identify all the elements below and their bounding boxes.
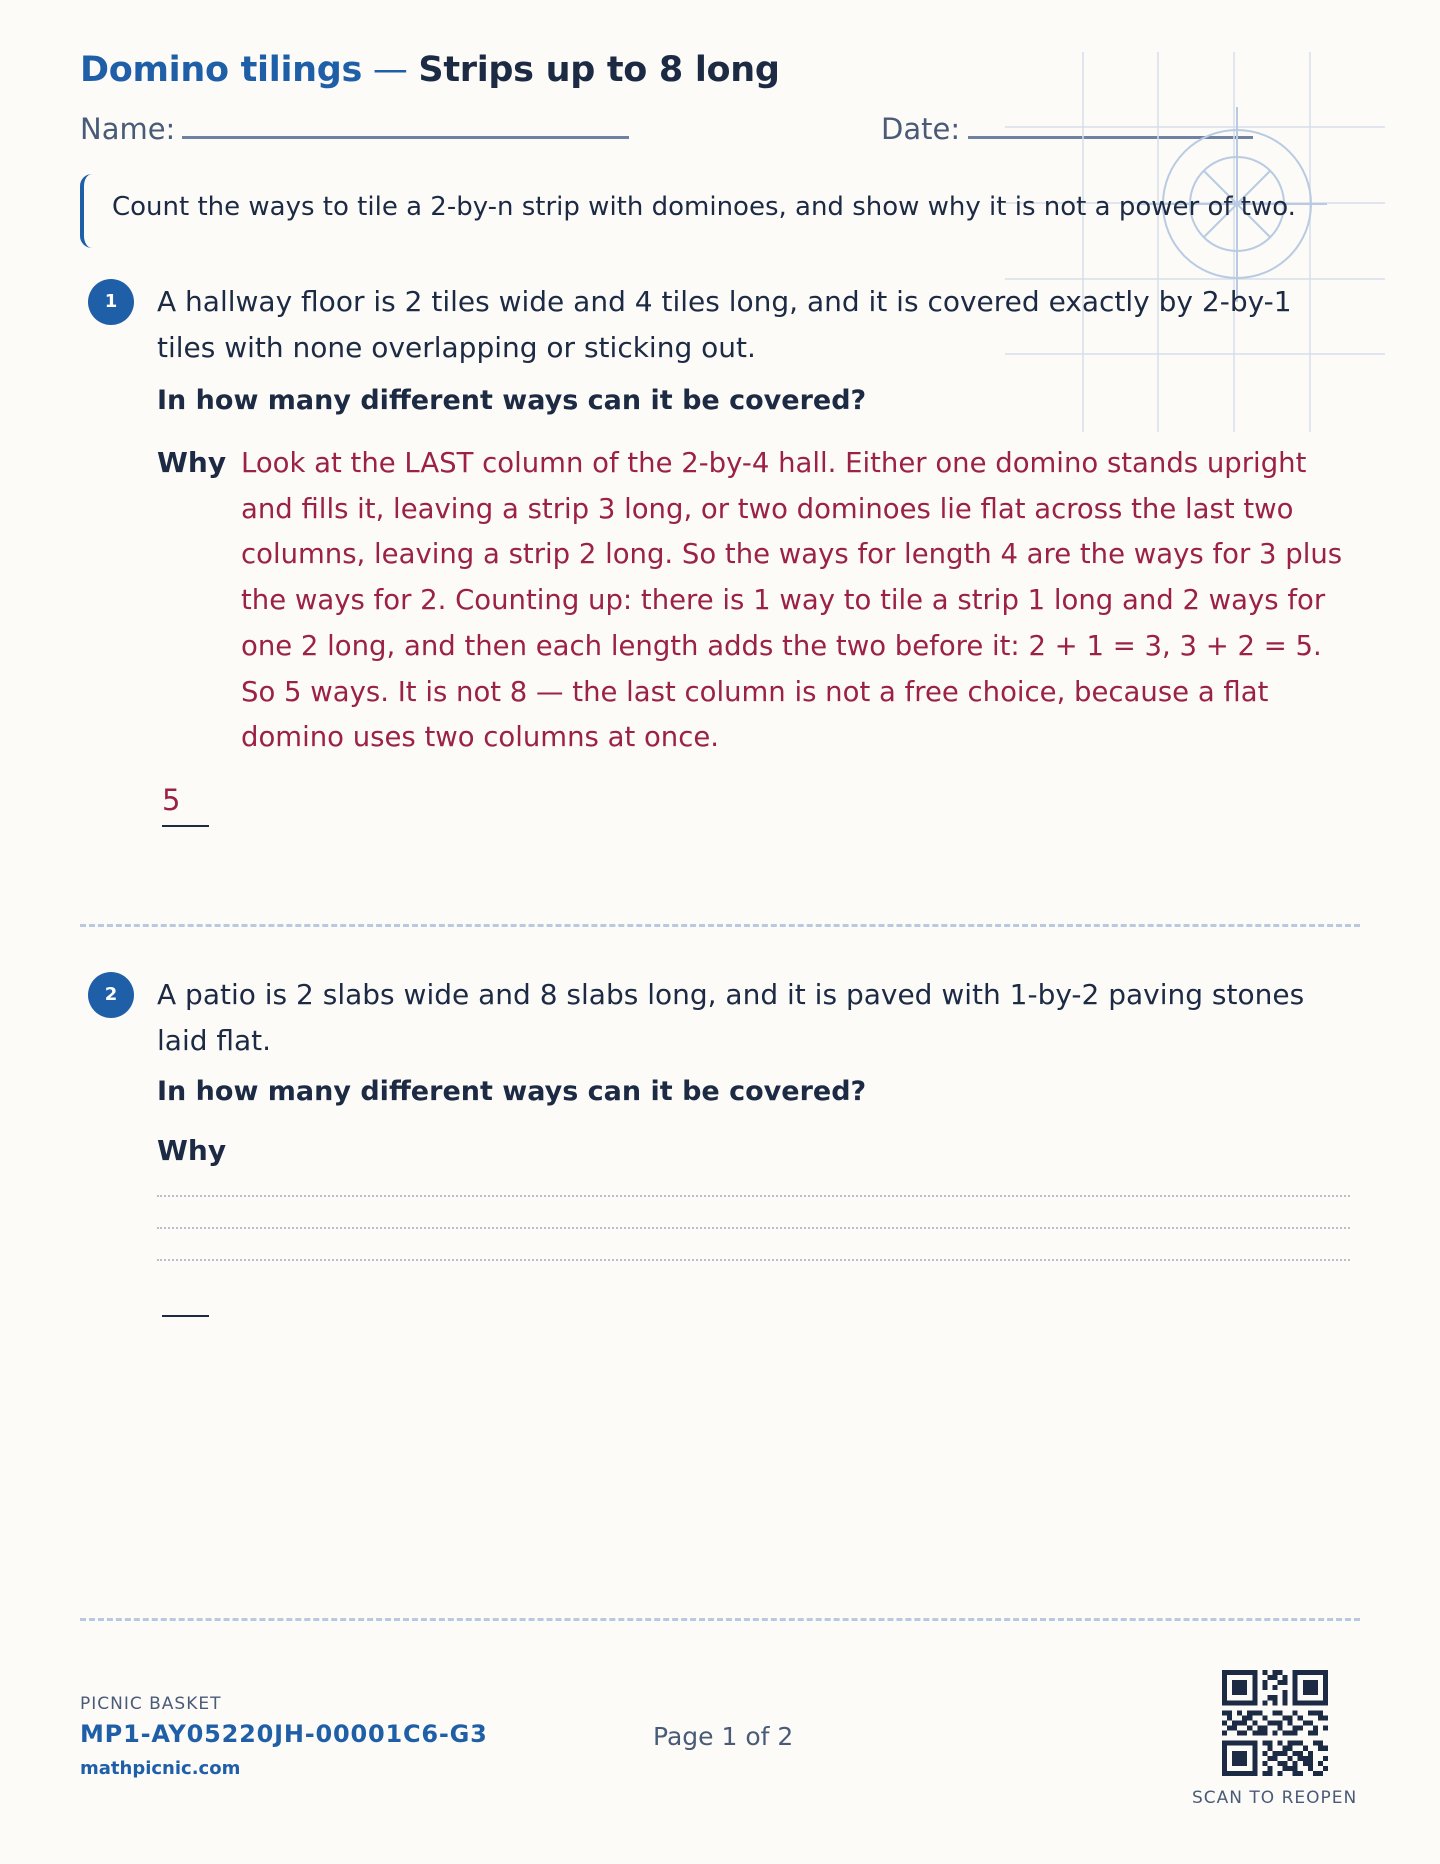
question-1-answer-field[interactable]: 5	[162, 783, 209, 827]
page-indicator: Page 1 of 2	[653, 1722, 794, 1751]
footer-site-link[interactable]: mathpicnic.com	[80, 1758, 241, 1779]
name-field-line[interactable]	[182, 136, 629, 139]
footer-divider	[80, 1618, 1360, 1621]
question-1-why-explanation[interactable]: Look at the LAST column of the 2-by-4 hall. Either one domino stands upright and fills it, leaving a strip 3 long, or two dominoes lie flat across the last two columns, leaving a strip 2 long. So the ways for length 4 are the ways for 3 plus the ways for 2. Counting up: there is 1 way to tile a strip 1 long and 2 ways for one 2 long, and then each length adds the two before it: 2 + 1 = 3, 3 + 2 = 5. So 5 ways. It is not 8 — the last column is not a free choice, because a flat domino uses two columns at once.	[241, 447, 1343, 754]
question-2-number-badge: 2	[88, 972, 134, 1018]
qr-code-icon[interactable]	[1222, 1670, 1328, 1776]
title-subtitle: Strips up to 8 long	[418, 50, 780, 90]
question-2-answer-field[interactable]	[162, 1273, 209, 1317]
intro-accent-bar	[80, 174, 92, 248]
question-1-number-badge: 1	[88, 279, 134, 325]
question-divider	[80, 924, 1360, 927]
question-1-text: A hallway floor is 2 tiles wide and 4 tiles long, and it is covered exactly by 2-by-1 tiles with none overlapping or sticking out.	[157, 285, 1292, 364]
question-2-text: A patio is 2 slabs wide and 8 slabs long, and it is paved with 1-by-2 paving stones laid flat.	[157, 978, 1305, 1057]
date-label: Date:	[881, 112, 961, 146]
title-topic: Domino tilings	[80, 50, 363, 90]
footer-brand: PICNIC BASKET	[80, 1694, 222, 1714]
footer-worksheet-code: MP1-AY05220JH-00001C6-G3	[80, 1720, 488, 1748]
question-2-writing-line-1[interactable]	[157, 1195, 1350, 1197]
title-separator: —	[362, 50, 419, 90]
question-1-ask: In how many different ways can it be covered?	[157, 385, 867, 416]
scan-caption: SCAN TO REOPEN	[1192, 1788, 1358, 1808]
question-2-writing-line-3[interactable]	[157, 1259, 1350, 1261]
compass-grid-decoration-icon	[1005, 52, 1390, 432]
worksheet-title	[80, 50, 780, 90]
question-2-why-label: Why	[157, 1134, 227, 1167]
question-2-ask: In how many different ways can it be covered?	[157, 1076, 867, 1107]
name-label: Name:	[80, 112, 176, 146]
intro-text: Count the ways to tile a 2-by-n strip with dominoes, and show why it is not a power of two.	[112, 192, 1296, 222]
question-1-why-label: Why	[157, 446, 227, 479]
question-2-writing-line-2[interactable]	[157, 1227, 1350, 1229]
